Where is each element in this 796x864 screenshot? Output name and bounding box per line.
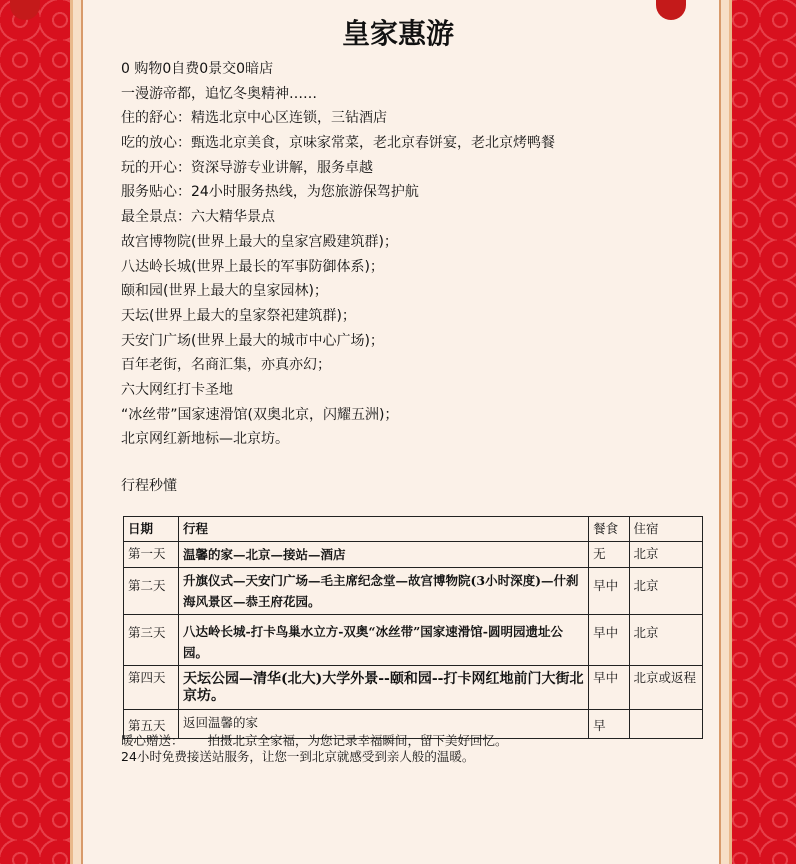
meal-cell: 早中 — [589, 666, 629, 710]
day-cell: 第五天 — [124, 710, 179, 739]
list-item: 百年老街，名商汇集，亦真亦幻； — [121, 357, 331, 374]
list-item: 天坛(世界上最大的皇家祭祀建筑群)； — [121, 307, 356, 324]
plan-cell: 升旗仪式—天安门广场—毛主席纪念堂—故宫博物院(3小时深度)—什刹海风景区—恭王府花园。 — [179, 568, 589, 615]
list-item: 最全景点：六大精华景点 — [121, 209, 275, 226]
itinerary-table — [123, 516, 703, 739]
table-row — [124, 615, 703, 666]
itinerary-subhead: 行程秒懂 — [121, 478, 177, 494]
plan-cell: 八达岭长城-打卡鸟巢水立方-双奥“冰丝带”国家速滑馆-圆明园遗址公园。 — [179, 615, 589, 666]
gift-text: 拍摄北京全家福，为您记录幸福瞬间，留下美好回忆。 — [207, 733, 508, 748]
list-item: 北京网红新地标—北京坊。 — [121, 431, 289, 448]
list-item: 吃的放心：甄选北京美食，京味家常菜，老北京春饼宴，老北京烤鸭餐 — [121, 135, 555, 152]
meal-cell: 早 — [589, 710, 629, 739]
plan-cell: 温馨的家—北京—接站—酒店 — [179, 542, 589, 568]
day-cell: 第二天 — [124, 568, 179, 615]
list-item: 六大网红打卡圣地 — [121, 381, 233, 398]
table-header-row — [124, 517, 703, 542]
day-cell: 第三天 — [124, 615, 179, 666]
stay-cell: 北京 — [629, 568, 702, 615]
header-meal: 餐食 — [589, 517, 629, 542]
plan-cell: 天坛公园—清华(北大)大学外景--颐和园--打卡网红地前门大街北京坊。 — [179, 666, 589, 710]
plan-cell: 返回温馨的家 — [179, 710, 589, 739]
header-stay: 住宿 — [629, 517, 702, 542]
table-row — [124, 542, 703, 568]
stay-cell: 北京 — [629, 615, 702, 666]
list-item: 0 购物0自费0景交0暗店 — [121, 61, 274, 77]
day-cell: 第一天 — [124, 542, 179, 568]
table-row — [124, 568, 703, 615]
page-title: 皇家惠游 — [341, 17, 454, 50]
service-note: 24小时免费接送站服务，让您一到北京就感受到亲人般的温暖。 — [121, 749, 475, 764]
header-plan: 行程 — [179, 517, 589, 542]
list-item: 天安门广场(世界上最大的城市中心广场)； — [121, 332, 384, 349]
list-item: “冰丝带”国家速滑馆(双奥北京，闪耀五洲)； — [121, 406, 399, 423]
feature-list — [121, 57, 701, 452]
gift-note — [121, 733, 508, 749]
list-item: 颐和园(世界上最大的皇家园林)； — [121, 283, 328, 300]
stay-cell: 北京 — [629, 542, 702, 568]
day-cell: 第四天 — [124, 666, 179, 710]
meal-cell: 无 — [589, 542, 629, 568]
list-item: 玩的开心：资深导游专业讲解，服务卓越 — [121, 159, 373, 176]
list-item: 住的舒心：精选北京中心区连锁，三钻酒店 — [121, 110, 387, 127]
stay-cell — [629, 710, 702, 739]
gift-label: 暖心赠送： — [121, 733, 184, 748]
header-date: 日期 — [124, 517, 179, 542]
table-row — [124, 666, 703, 710]
list-item: 故宫博物院(世界上最大的皇家宫殿建筑群)； — [121, 233, 398, 250]
notes-block — [121, 733, 508, 765]
meal-cell: 早中 — [589, 615, 629, 666]
list-item: 八达岭长城(世界上最长的军事防御体系)； — [121, 258, 384, 275]
meal-cell: 早中 — [589, 568, 629, 615]
list-item: 一漫游帝都，追忆冬奥精神…… — [121, 85, 317, 102]
stay-cell: 北京或返程 — [629, 666, 702, 710]
list-item: 服务贴心：24小时服务热线，为您旅游保驾护航 — [121, 184, 419, 201]
